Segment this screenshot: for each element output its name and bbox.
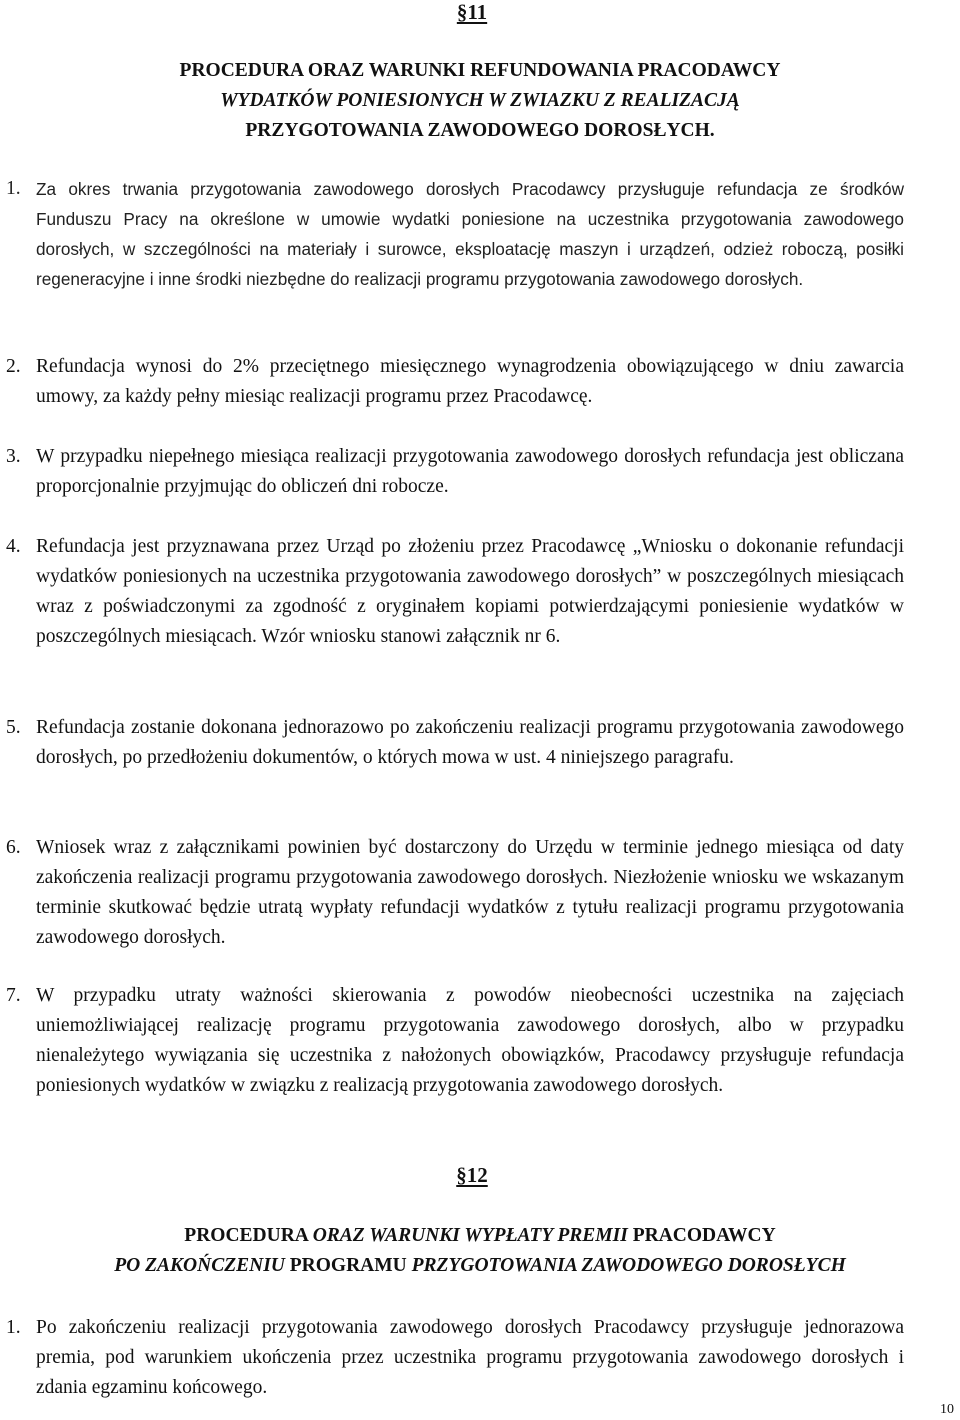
section-11-paragraph-6 xyxy=(6,833,904,953)
section-11-sign: §11 xyxy=(456,0,488,24)
paragraph-text: Refundacja wynosi do 2% przeciętnego miesięcznego wynagrodzenia obowiązującego w dniu zawarcia umowy, za każdy pełny miesiąc realizacji programu przez Pracodawcę. xyxy=(36,356,904,407)
section-11-paragraph-1 xyxy=(6,174,904,294)
section-11-paragraph-5 xyxy=(6,713,904,773)
heading-part: PRACODAWCY xyxy=(627,1225,776,1246)
paragraph-text: W przypadku niepełnego miesiąca realizacji przygotowania zawodowego dorosłych refundacja jest obliczana proporcjonalnie przyjmując do obliczeń dni robocze. xyxy=(36,446,904,497)
page-number: 10 xyxy=(940,1402,954,1417)
paragraph-number: 7. xyxy=(6,985,21,1006)
paragraph-number: 1. xyxy=(6,1317,21,1338)
section-11-heading-line-2 xyxy=(20,86,940,116)
paragraph-text: Za okres trwania przygotowania zawodowego dorosłych Pracodawcy przysługuje refundacja ze środków Funduszu Pracy na określone w umowie wydatki poniesione na uczestnika przygotowania zawodowego dorosłych, w szczególności na materiały i surowce, eksploatację maszyn i urządzeń, odzież roboczą, posiłki regeneracyjne i inne środki niezbędne do realizacji programu przygotowania zawodowego dorosłych. xyxy=(36,179,904,289)
section-11-paragraph-3 xyxy=(6,442,904,502)
section-11-paragraph-4 xyxy=(6,532,904,652)
section-12-sign: §12 xyxy=(456,1163,488,1187)
heading-part-italic: PO ZAKOŃCZENIU xyxy=(114,1255,285,1276)
heading-part-italic: PRZYGOTOWANIA ZAWODOWEGO DOROSŁYCH xyxy=(411,1255,846,1276)
paragraph-text: Wniosek wraz z załącznikami powinien być dostarczony do Urzędu w terminie jednego miesiąca od daty zakończenia realizacji programu przygotowania zawodowego dorosłych. Niezłożenie wniosku we wskazanym terminie skutkować będzie utratą wypłaty refundacji wydatków z tytułu realizacji programu przygotowania zawodowego dorosłych. xyxy=(36,837,904,948)
section-11-paragraph-7 xyxy=(6,981,904,1101)
heading-part-italic: ORAZ WARUNKI WYPŁATY PREMII xyxy=(312,1225,628,1246)
section-12-heading xyxy=(20,1221,940,1281)
section-11-heading-line-1: PROCEDURA ORAZ WARUNKI REFUNDOWANIA PRACODAWCY xyxy=(179,60,781,81)
section-11-heading-line-3: PRZYGOTOWANIA ZAWODOWEGO DOROSŁYCH. xyxy=(245,120,715,141)
heading-part: PROCEDURA xyxy=(184,1225,313,1246)
section-11-heading xyxy=(20,56,940,146)
paragraph-number: 1. xyxy=(6,178,21,199)
paragraph-number: 5. xyxy=(6,717,21,738)
section-11-paragraph-2 xyxy=(6,352,904,412)
paragraph-text: W przypadku utraty ważności skierowania z powodów nieobecności uczestnika na zajęciach uniemożliwiającej realizację programu przygotowania zawodowego dorosłych, albo w przypadku nienależytego wywiązania się uczestnika z nałożonych obowiązków, Pracodawcy przysługuje refundacja poniesionych wydatków w związku z realizacją przygotowania zawodowego dorosłych. xyxy=(36,985,904,1096)
heading-part: PROGRAMU xyxy=(284,1255,412,1276)
section-12-heading-line-1 xyxy=(20,1221,940,1251)
paragraph-text: Po zakończeniu realizacji przygotowania zawodowego dorosłych Pracodawcy przysługuje jednorazowa premia, pod warunkiem ukończenia przez uczestnika programu przygotowania zawodowego dorosłych i zdania egzaminu końcowego. xyxy=(36,1317,904,1398)
paragraph-text: Refundacja jest przyznawana przez Urząd po złożeniu przez Pracodawcę „Wniosku o dokonanie refundacji wydatków poniesionych na uczestnika przygotowania zawodowego dorosłych” w poszczególnych miesiącach wraz z poświadczonymi za zgodność z oryginałem kopiami potwierdzającymi poniesienie wydatków w poszczególnych miesiącach. Wzór wniosku stanowi załącznik nr 6. xyxy=(36,536,904,647)
paragraph-text: Refundacja zostanie dokonana jednorazowo po zakończeniu realizacji programu przygotowania zawodowego dorosłych, po przedłożeniu dokumentów, o których mowa w ust. 4 niniejszego paragrafu. xyxy=(36,717,904,768)
paragraph-number: 6. xyxy=(6,837,21,858)
paragraph-number: 4. xyxy=(6,536,21,557)
paragraph-number: 2. xyxy=(6,356,21,377)
section-12-paragraph-1 xyxy=(6,1313,904,1403)
section-12-heading-line-2 xyxy=(20,1251,940,1281)
paragraph-number: 3. xyxy=(6,446,21,467)
section-11-heading-line-2-text: WYDATKÓW PONIESIONYCH W ZWIAZKU Z REALIZACJĄ xyxy=(220,90,740,111)
